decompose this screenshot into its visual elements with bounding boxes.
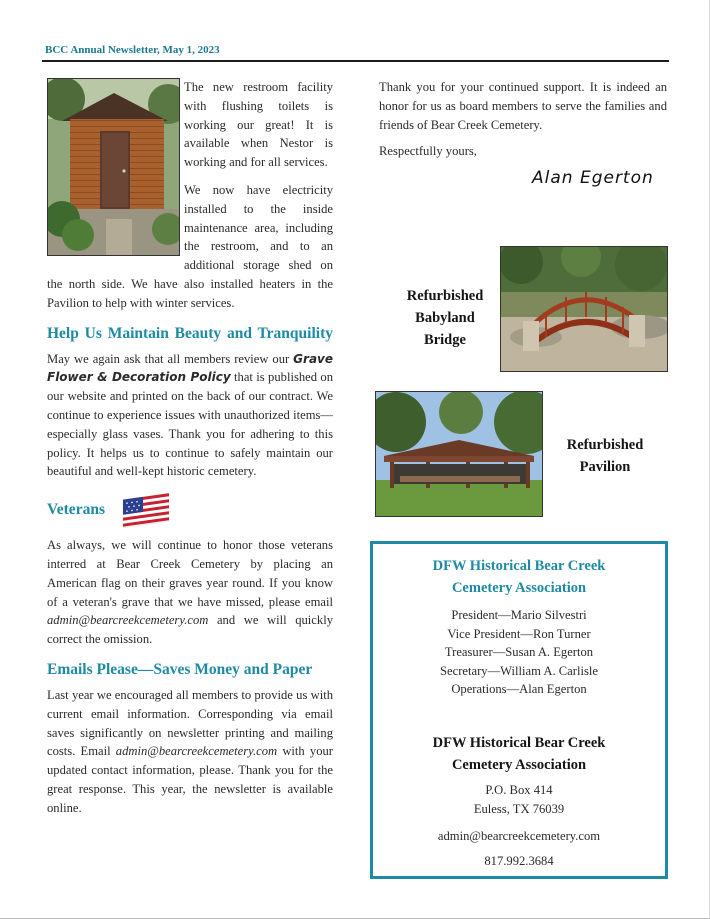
beauty-paragraph — [47, 350, 333, 482]
officer-vice-president: Vice President—Ron Turner — [447, 626, 591, 641]
thanks-paragraph: Thank you for your continued support. It is indeed an honor for us as board members to serve the families and friends of Bear Creek Cemetery. — [379, 80, 667, 132]
bridge-caption-line-2: Babyland — [415, 310, 475, 326]
po-box: P.O. Box 414 — [485, 782, 553, 797]
officer-president: President—Mario Silvestri — [451, 608, 587, 622]
officer-secretary: Secretary—William A. Carlisle — [440, 663, 598, 678]
veterans-header — [47, 490, 333, 528]
beauty-text-2: that is published on our website and printed on the back of our contract. We continue to experience issues with unauthorized items—especially glass vases. Thank you for adhering to this policy. It helps us to continue to safely maintain our beautiful and well-kept historic cemetery. — [47, 370, 333, 479]
pavilion-photo — [375, 391, 543, 517]
officer-operations: Operations—Alan Egerton — [451, 682, 587, 697]
pavilion-caption-line-1: Refurbished — [566, 437, 644, 453]
pavilion-caption-line-2: Pavilion — [579, 459, 631, 475]
signature: Alan Egerton — [532, 168, 654, 188]
american-flag-icon — [121, 490, 173, 528]
veterans-email-link[interactable]: admin@bearcreekcemetery.com — [47, 613, 209, 628]
restroom-photo — [47, 78, 180, 256]
bridge-caption — [385, 285, 505, 351]
intro-paragraph-2: We now have electricity installed to the inside maintenance area, including the restroom, and to an additional storage shed on the north side. We have also installed heaters in the Pavilion to help with winter services. — [47, 182, 333, 310]
newsletter-header: BCC Annual Newsletter, May 1, 2023 — [45, 44, 220, 56]
right-column — [379, 78, 667, 169]
contact-phone: 817.992.3684 — [484, 854, 554, 869]
bridge-caption-line-3: Bridge — [424, 332, 466, 348]
signoff: Respectfully yours, — [379, 144, 477, 159]
emails-text-1: Last year we encouraged all members to provide us with current email information. Corresponding via email saves significantly on newsletter printing and mailing costs. Email — [47, 687, 333, 759]
veterans-text-2: and we will quickly correct the omission. — [47, 613, 333, 647]
emails-paragraph — [47, 686, 333, 818]
bridge-illustration — [501, 247, 667, 371]
veterans-heading: Veterans — [47, 500, 105, 518]
contact-title-line-2: Cemetery Association — [451, 756, 587, 773]
association-box — [370, 541, 668, 879]
association-title-line-2: Cemetery Association — [451, 580, 587, 596]
officer-treasurer: Treasurer—Susan A. Egerton — [444, 645, 594, 660]
left-column — [47, 78, 333, 827]
officers-list — [373, 606, 665, 699]
emails-email-link[interactable]: admin@bearcreekcemetery.com — [115, 744, 278, 759]
pavilion-illustration — [376, 392, 542, 516]
veterans-text-1: As always, we will continue to honor those veterans interred at Bear Creek Cemetery by placing an American flag on their graves year round. If you know of a veteran's grave that we have missed, please email — [47, 538, 333, 609]
bridge-caption-line-1: Refurbished — [406, 288, 484, 304]
intro-paragraph-1: The new restroom facility with flushing toilets is working our great! It is available when Nestor is working and for all services. — [184, 80, 333, 170]
header-rule — [42, 60, 669, 62]
emails-heading: Emails Please—Saves Money and Paper — [47, 660, 313, 678]
emails-text-2: with your updated contact information, please. Thank you for the great response. This year, the newsletter is available online. — [47, 744, 333, 815]
beauty-heading: Help Us Maintain Beauty and Tranquility — [47, 324, 333, 342]
veterans-paragraph — [47, 536, 333, 649]
city-zip: Euless, TX 76039 — [473, 801, 565, 816]
policy-name: Grave Flower & Decoration Policy — [47, 351, 333, 385]
contact-email-link[interactable]: admin@bearcreekcemetery.com — [437, 828, 601, 843]
restroom-illustration — [48, 79, 179, 255]
association-title-line-1: DFW Historical Bear Creek — [432, 558, 606, 574]
contact-title-line-1: DFW Historical Bear Creek — [432, 734, 606, 751]
beauty-text-1: May we again ask that all members review our — [47, 351, 294, 366]
pavilion-caption — [545, 434, 665, 478]
bridge-photo — [500, 246, 668, 372]
